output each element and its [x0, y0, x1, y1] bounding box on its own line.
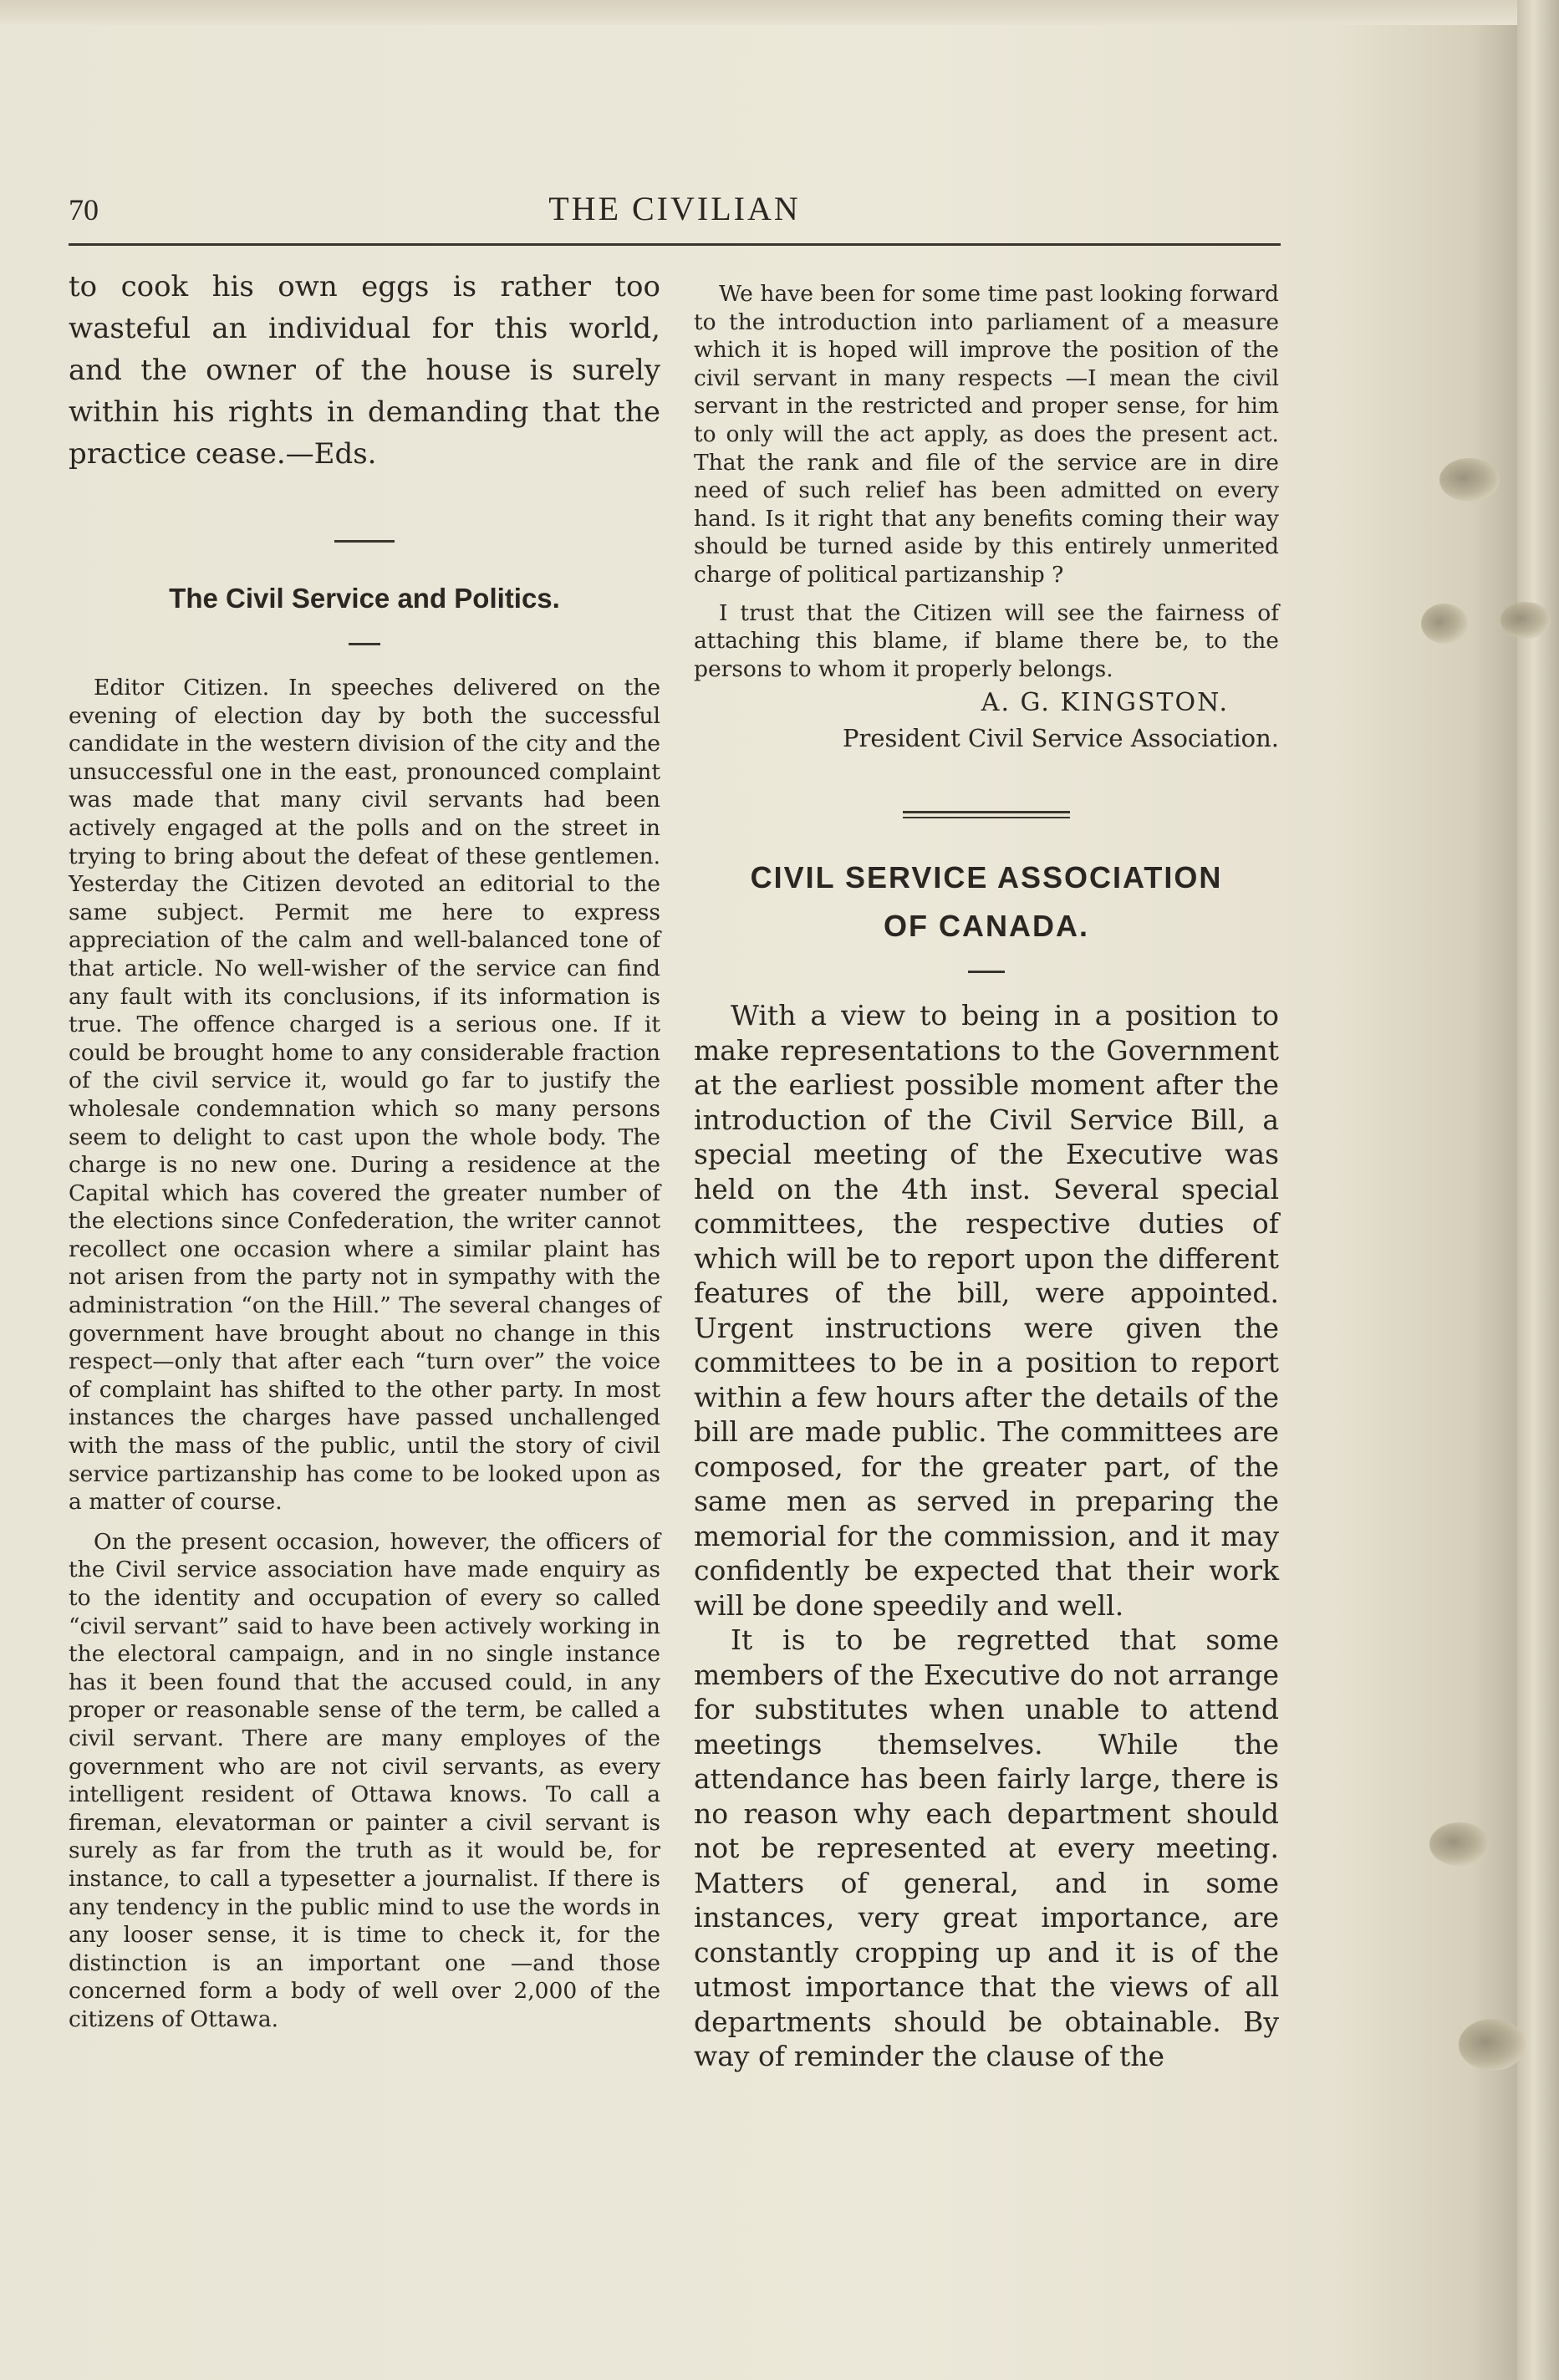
page-top-edge: [0, 0, 1517, 25]
running-header: [69, 186, 1281, 236]
page-binding-edge: [1517, 0, 1559, 2380]
signature-name: A. G. KINGSTON.: [981, 688, 1229, 718]
binding-hole: [1421, 604, 1468, 644]
letter-paragraph: Editor Citizen. In speeches delivered on the evening of election day by both the successful candidate in the western division of the city and the unsuccessful one in the east, pronounced complaint was made that many civil servants had been actively engaged at the polls and on the street in trying to bring about the defeat of these gentlemen. Yesterday the Citizen devoted an editorial to the same subject. Permit me here to express appreciation of the calm and well-balanced tone of that article. No well-wisher of the service can find any fault with its conclusions, if its information is true. The offence charged is a serious one. If it could be brought home to any considerable fraction of the civil service it, would go far to justify the wholesale condemnation which so many persons seem to delight to cast upon the whole body. The charge is no new one. During a residence at the Capital which has covered the greater number of the elections since Confederation, the writer cannot recollect one occasion where a similar plaint has not arisen from the party not in sympathy with the administration “on the Hill.” The several changes of government have brought about no change in this respect—only that after each “turn over” the voice of complaint has shifted to the other party. In most instances the charges have passed unchallenged with the mass of the public, until the story of civil service partizanship has come to be looked upon as a matter of course.: [69, 675, 660, 1516]
letter-paragraph: On the present occasion, however, the officers of the Civil service association have made enquiry as to the identity and occupation of every so called “civil servant” said to have been actively working in the electoral campaign, and in no single instance has it been found that the accused could, in any proper or reasonable sense of the term, be called a civil servant. There are many employes of the government who are not civil servants, as every intelligent resident of Ottawa knows. To call a fireman, elevatorman or painter a civil servant is surely as far from the truth as it would be, for instance, to call a typesetter a journalist. If there is any tendency in the public mind to use the words in any looser sense, it is time to check it, for the distinction is an important one —and those concerned form a body of well over 2,000 of the citizens of Ottawa.: [69, 1528, 660, 2032]
title-rule: [349, 643, 380, 645]
page-number: 70: [69, 193, 99, 227]
right-column: [694, 280, 1279, 2074]
journal-title: THE CIVILIAN: [548, 190, 801, 227]
binding-hole: [1439, 458, 1500, 502]
title-rule: [968, 971, 1005, 973]
association-paragraph: It is to be regretted that some members of the Executive do not arrange for substitutes when unable to attend meetings themselves. While the attendance has been fairly large, there is no reason why each department should not be represented at every meeting. Matters of general, and in some instances, very great importance, are constantly cropping up and it is of the utmost importance that the views of all departments should be obtainable. By way of reminder the clause of the: [694, 1623, 1279, 2073]
left-column: [69, 266, 660, 2034]
binding-hole: [1500, 602, 1551, 639]
separator-rule: [334, 540, 395, 543]
signature-title: President Civil Service Association.: [842, 724, 1279, 753]
header-rule: [69, 243, 1281, 246]
section-double-rule: [903, 811, 1070, 818]
binding-hole: [1429, 1822, 1490, 1866]
association-title: CIVIL SERVICE ASSOCIATION: [750, 860, 1223, 895]
binding-hole: [1459, 2019, 1526, 2071]
editorial-ending: to cook his own eggs is rather too wasteful an individual for this world, and the owner of the house is surely within his rights in demanding that the practice cease.—Eds.: [69, 270, 660, 471]
letter-paragraph: I trust that the Citizen will see the fairness of attaching this blame, if blame there be, to the persons to whom it properly belongs.: [694, 599, 1279, 682]
letter-paragraph: We have been for some time past looking forward to the introduction into parliament of a measure which it is hoped will improve the position of the civil servant in many respects —I mean the civil servant in the restricted and proper sense, for him to only will the act apply, as does the present act. That the rank and file of the service are in dire need of such relief has been admitted on every hand. Is it right that any benefits coming their way should be turned aside by this entirely unmerited charge of political partizanship ?: [694, 281, 1279, 588]
letter-title: The Civil Service and Politics.: [169, 583, 560, 614]
association-title: OF CANADA.: [884, 909, 1089, 944]
association-paragraph: With a view to being in a position to make representations to the Government at the earliest possible moment after the introduction of the Civil Service Bill, a special meeting of the Executive was held on the 4th inst. Several special committees, the respective duties of which will be to report upon the different features of the bill, were appointed. Urgent instructions were given the committees to be in a position to report within a few hours after the details of the bill are made public. The committees are composed, for the greater part, of the same men as served in preparing the memorial for the commission, and it may confidently be expected that their work will be done speedily and well.: [694, 999, 1279, 1622]
